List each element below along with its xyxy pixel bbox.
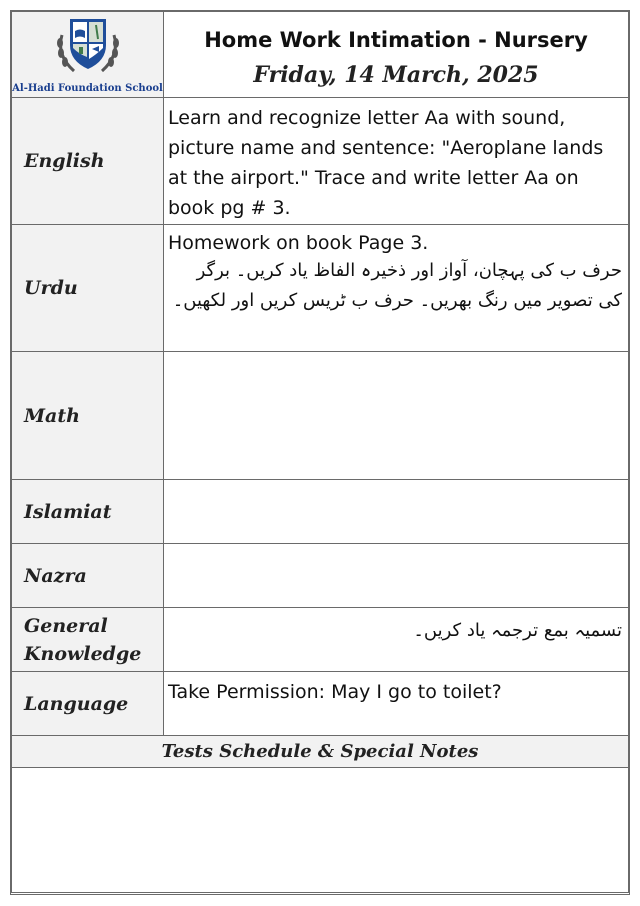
- subject-row-urdu: [12, 225, 629, 352]
- notes-body: [12, 768, 629, 893]
- subject-label-math: Math: [12, 352, 164, 480]
- subject-row-language: [12, 672, 629, 736]
- homework-urdu-text: حرف ب کی پہچان، آواز اور ذخیرہ الفاظ یاد کریں۔ برگر کی تصویر میں رنگ بھریں۔ حرف ب ٹریس کریں اور لکھیں۔: [172, 260, 622, 311]
- subject-label-english: English: [12, 98, 164, 225]
- subject-label-language: Language: [12, 672, 164, 736]
- homework-math: [164, 352, 629, 480]
- subject-row-nazra: [12, 544, 629, 608]
- page-title: Home Work Intimation - Nursery: [204, 27, 588, 52]
- homework-sheet: [10, 10, 630, 895]
- homework-urdu-english-line: Homework on book Page 3.: [168, 232, 429, 254]
- subject-row-english: [12, 98, 629, 225]
- notes-heading: Tests Schedule & Special Notes: [12, 736, 629, 768]
- subject-label-general-knowledge: General Knowledge: [12, 608, 164, 672]
- homework-islamiat: [164, 480, 629, 544]
- subject-label-urdu: Urdu: [12, 225, 164, 352]
- logo-cell: [12, 12, 164, 98]
- subject-row-general-knowledge: [12, 608, 629, 672]
- subject-label-nazra: Nazra: [12, 544, 164, 608]
- homework-english: Learn and recognize letter Aa with sound, picture name and sentence: "Aeroplane lands at the airport." Trace and write letter Aa on book pg # 3.: [164, 98, 629, 225]
- homework-general-knowledge: تسمیہ بمع ترجمہ یاد کریں۔: [164, 608, 629, 672]
- homework-language: Take Permission: May I go to toilet?: [164, 672, 629, 736]
- homework-table: [11, 11, 629, 893]
- subject-label-islamiat: Islamiat: [12, 480, 164, 544]
- subject-row-math: [12, 352, 629, 480]
- school-crest-icon: [52, 15, 124, 77]
- homework-nazra: [164, 544, 629, 608]
- subject-row-islamiat: [12, 480, 629, 544]
- homework-date: Friday, 14 March, 2025: [253, 61, 539, 88]
- title-cell: [164, 12, 629, 98]
- homework-urdu: [164, 225, 629, 352]
- school-name: Al-Hadi Foundation School: [12, 83, 163, 94]
